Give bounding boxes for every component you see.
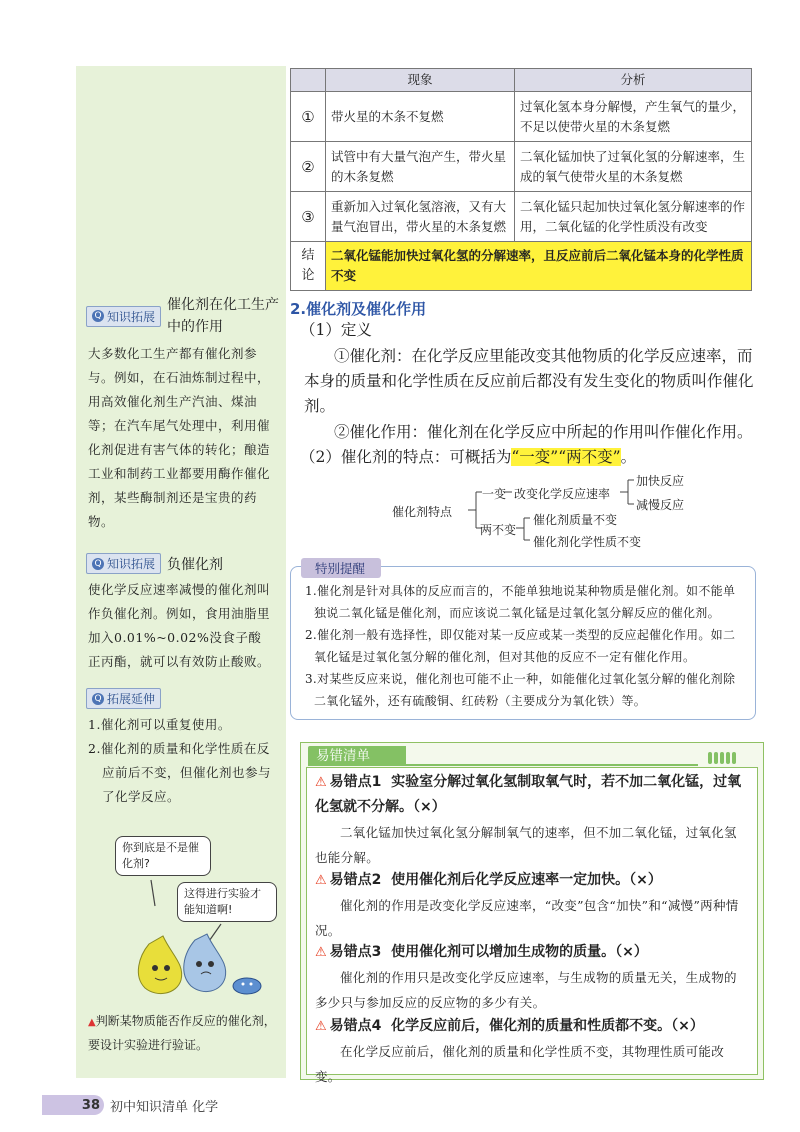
diagram-leaf-mass-unchanged: 催化剂质量不变 [533, 513, 618, 527]
magnifier-icon: Q [92, 558, 104, 570]
experiment-table [290, 68, 752, 291]
knowledge-tag: Q 知识拓展 [86, 553, 161, 574]
extension-tag: Q 拓展延伸 [86, 688, 161, 709]
analysis-cell: 过氧化氢本身分解慢，产生氧气的量少，不足以使带火星的木条复燃 [515, 92, 752, 142]
diagram-leaf-speed-up: 加快反应 [636, 474, 685, 488]
error-list-bar [398, 764, 698, 766]
cartoon-illustration [111, 836, 281, 1001]
warning-icon: ⚠ [315, 873, 327, 888]
knowledge-tag: Q 知识拓展 [86, 306, 161, 327]
diagram-leaf-property-unchanged: 催化剂化学性质不变 [533, 535, 642, 549]
sidebar-list-item: 1.催化剂可以重复使用。 [88, 717, 231, 732]
error-list-content [306, 767, 758, 1084]
table-header: 现象 [326, 69, 515, 92]
error-explanation: 在化学反应前后，催化剂的质量和化学性质不变，其物理性质可能改变。 [315, 1044, 725, 1084]
sidebar-list-item: 2.催化剂的质量和化学性质在反应前后不变，但催化剂也参与了化学反应。 [88, 741, 272, 804]
warning-icon: ⚠ [315, 945, 327, 960]
sidebar-knowledge-extension-2 [76, 553, 286, 674]
page-footer [42, 1094, 218, 1116]
catalysis-definition: ②催化作用：催化剂在化学反应中所起的作用叫作催化作用。 [334, 423, 753, 441]
book-title: 初中知识清单 化学 [110, 1099, 219, 1115]
row-number: ① [291, 92, 326, 142]
diagram-branch-one-change: 一变 [482, 487, 507, 501]
diagram-leaf-slow-down: 减慢反应 [636, 498, 685, 512]
cartoon-caption: ▲判断某物质能否作反应的催化剂，要设计实验进行验证。 [88, 1014, 276, 1052]
analysis-cell: 二氧化锰加快了过氧化氢的分解速率，生成的氧气使带火星的木条复燃 [515, 142, 752, 192]
error-item: ⚠ 易错点2 使用催化剂后化学反应速率一定加快。（×） 催化剂的作用是改变化学反应速率，“改变”包含“加快”和“减慢”两种情况。 [315, 868, 749, 943]
warning-icon: ⚠ [315, 775, 327, 790]
page-number: 38 [42, 1095, 104, 1115]
reminder-item: 1.催化剂是针对具体的反应而言的，不能单独地说某种物质是催化剂。如不能单独说二氧化锰是催化剂，而应该说二氧化锰是过氧化氢分解反应的催化剂。 [305, 584, 736, 620]
error-item: ⚠ 易错点4 化学反应前后，催化剂的质量和性质都不变。（×） 在化学反应前后，催化剂的质量和化学性质不变，其物理性质可能改变。 [315, 1014, 749, 1089]
special-reminder-label: 特别提醒 [301, 558, 381, 578]
sidebar-section-text: 使化学反应速率减慢的催化剂叫作负催化剂。例如，食用油脂里加入0.01%~0.02%没食子酸正丙酯，就可以有效防止酸败。 [88, 582, 271, 669]
error-explanation: 催化剂的作用是改变化学反应速率，“改变”包含“加快”和“减慢”两种情况。 [315, 898, 739, 938]
table-row [291, 192, 752, 242]
error-item: ⚠ 易错点1 实验室分解过氧化氢制取氧气时，若不加二氧化锰，过氧化氢就不分解。（×） 二氧化锰加快过氧化氢分解制氧气的速率，但不加二氧化锰，过氧化氢也能分解。 [315, 770, 749, 870]
sidebar-section-title: 催化剂在化工生产中的作用 [167, 297, 280, 335]
phenomenon-cell: 试管中有大量气泡产生，带火星的木条复燃 [326, 142, 515, 192]
conclusion-label: 结论 [291, 242, 326, 291]
sidebar-section-text: 大多数化工生产都有催化剂参与。例如，在石油炼制过程中，用高效催化剂生产汽油、煤油等；在汽车尾气处理中，利用催化剂促进有害气体的转化；酿造工业和制药工业都要用酶作催化剂，某些酶制剂还是宝贵的药物。 [88, 346, 271, 529]
analysis-cell: 二氧化锰只起加快过氧化氢分解速率的作用，二氧化锰的化学性质没有改变 [515, 192, 752, 242]
phenomenon-cell: 带火星的木条不复燃 [326, 92, 515, 142]
reminder-item: 2.催化剂一般有选择性，即仅能对某一反应或某一类型的反应起催化作用。如二氧化锰是过氧化氢分解的催化剂，但对其他的反应不一定有催化作用。 [305, 628, 736, 664]
sidebar [76, 66, 286, 1078]
speech-bubble: 这得进行实验才能知道啊! [177, 882, 277, 922]
diagram-root: 催化剂特点 [392, 505, 453, 519]
error-list-title: 易错清单 [308, 746, 406, 766]
catalyst-features-diagram [380, 468, 700, 550]
error-explanation: 催化剂的作用只是改变化学反应速率，与生成物的质量无关，生成物的多少只与参加反应的反应物的多少有关。 [315, 970, 737, 1010]
table-header: 分析 [515, 69, 752, 92]
error-item: ⚠ 易错点3 使用催化剂可以增加生成物的质量。（×） 催化剂的作用只是改变化学反应速率，与生成物的质量无关，生成物的多少只与参加反应的反应物的多少有关。 [315, 940, 749, 1015]
section-heading: 2.催化剂及催化作用 [290, 300, 427, 318]
warning-icon: ⚠ [315, 1019, 327, 1034]
table-header-row [291, 69, 752, 92]
table-row [291, 142, 752, 192]
sidebar-section-title: 负催化剂 [167, 556, 224, 573]
sidebar-knowledge-extension-1 [76, 294, 286, 534]
features-line: （2）催化剂的特点：可概括为“一变”“两不变”。 [300, 448, 637, 466]
conclusion-row [291, 242, 752, 291]
phenomenon-cell: 重新加入过氧化氢溶液，又有大量气泡冒出，带火星的木条复燃 [326, 192, 515, 242]
triangle-icon: ▲ [88, 1017, 96, 1028]
table-corner [291, 69, 326, 92]
table-row [291, 92, 752, 142]
error-explanation: 二氧化锰加快过氧化氢分解制氧气的速率，但不加二氧化锰，过氧化氢也能分解。 [315, 825, 737, 865]
row-number: ② [291, 142, 326, 192]
special-reminder-box [290, 561, 756, 720]
row-number: ③ [291, 192, 326, 242]
magnifier-icon: Q [92, 310, 104, 322]
catalyst-definition: ①催化剂：在化学反应里能改变其他物质的化学反应速率，而本身的质量和化学性质在反应前后都没有发生变化的物质叫作催化剂。 [304, 347, 754, 415]
speech-bubble: 你到底是不是催化剂? [115, 836, 211, 876]
features-highlight: “一变”“两不变” [511, 448, 621, 466]
reminder-item: 3.对某些反应来说，催化剂也可能不止一种，如能催化过氧化氢分解的催化剂除二氧化锰外，还有硫酸铜、红砖粉（主要成分为氧化铁）等。 [305, 672, 736, 708]
definition-title: （1）定义 [300, 321, 372, 339]
magnifier-icon: Q [92, 693, 104, 705]
conclusion-cell: 二氧化锰能加快过氧化氢的分解速率，且反应前后二氧化锰本身的化学性质不变 [326, 242, 752, 291]
cartoon-characters-icon [111, 836, 281, 1001]
sidebar-extension [76, 688, 286, 809]
diagram-branch-two-unchanged: 两不变 [480, 523, 517, 537]
diagram-change-rate: 改变化学反应速率 [514, 487, 611, 501]
decorative-dots-icon [708, 752, 736, 764]
